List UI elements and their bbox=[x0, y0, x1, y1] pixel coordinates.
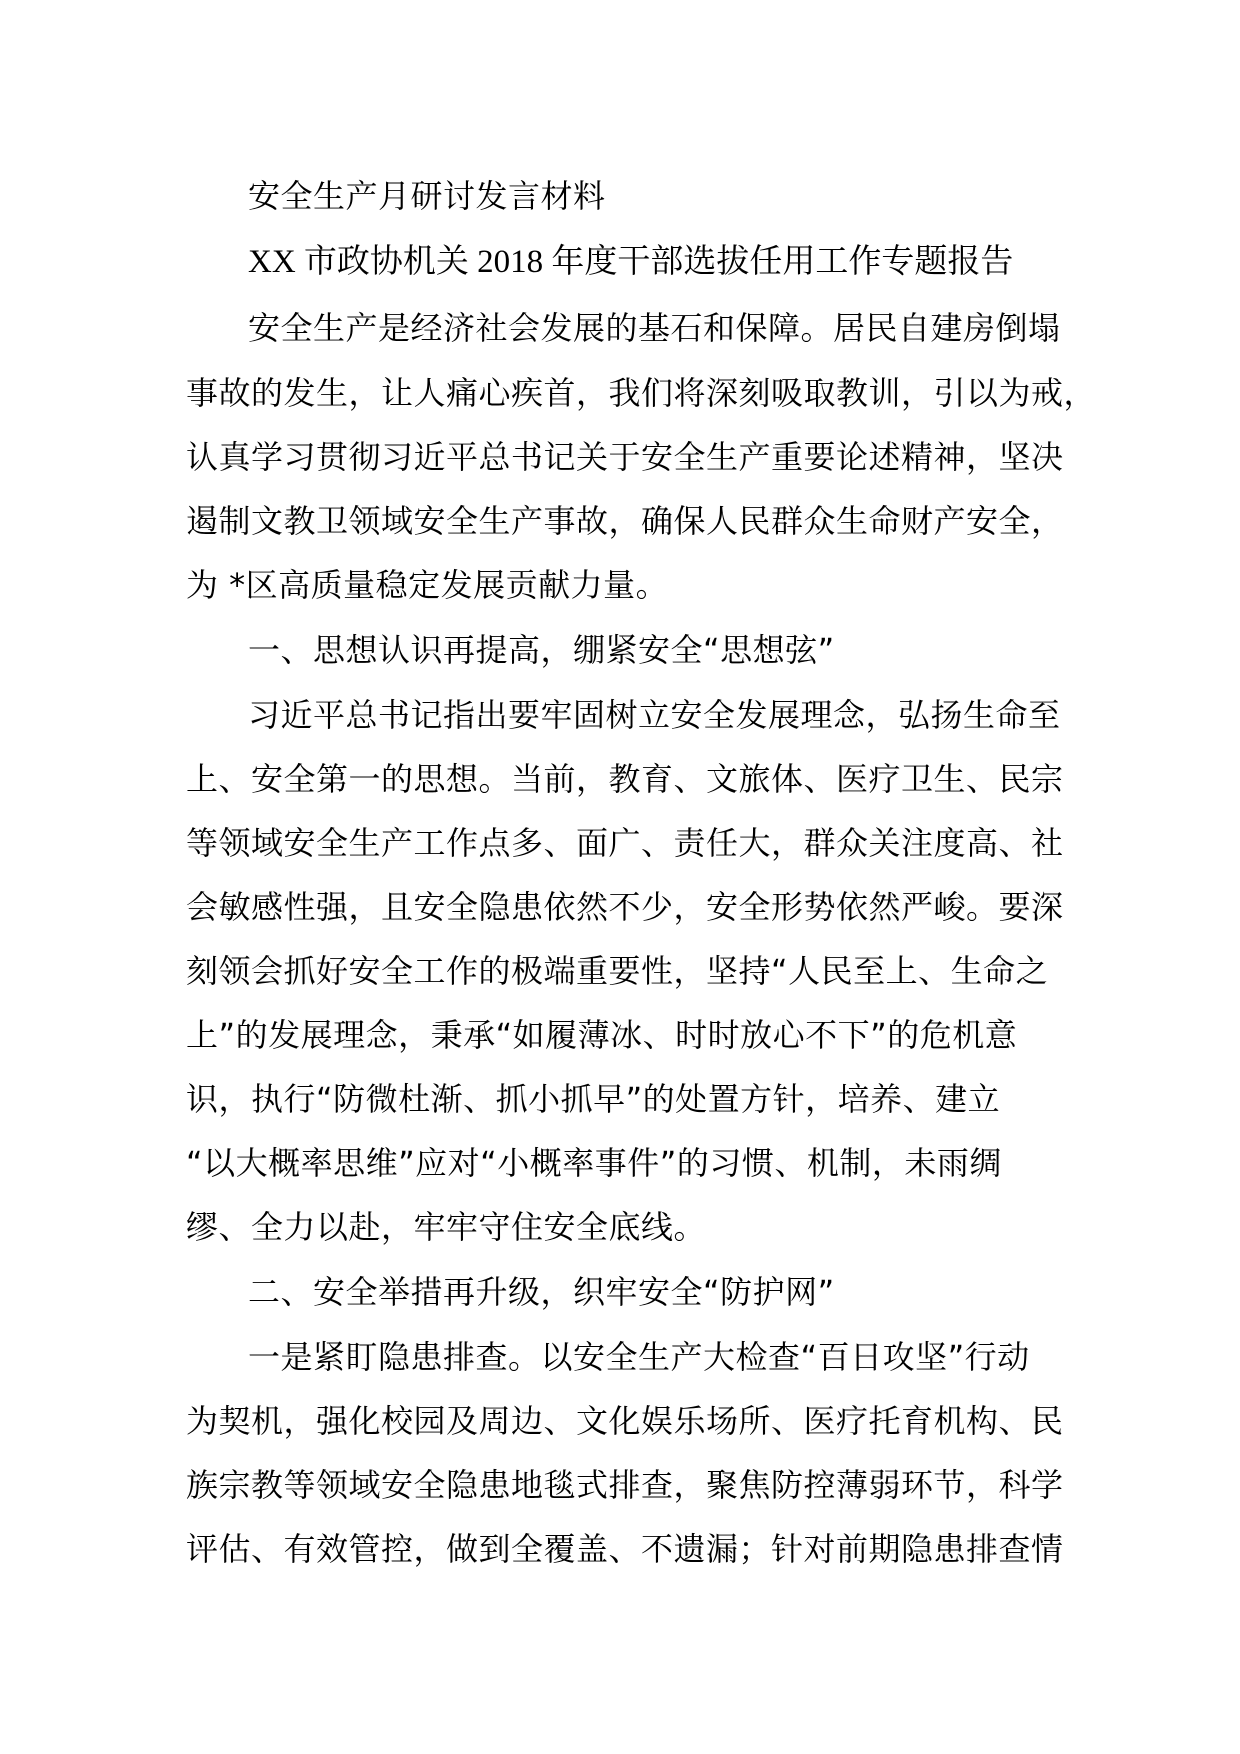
body-line-12: 识，执行“防微杜渐、抓小抓早”的处置方针，培养、建立 bbox=[186, 1080, 1001, 1118]
body-line-9: 会敏感性强，且安全隐患依然不少，安全形势依然严峻。要深 bbox=[186, 888, 1064, 926]
body-line-15: 一是紧盯隐患排查。以安全生产大检查“百日攻坚”行动 bbox=[248, 1338, 1030, 1376]
body-line-4: 遏制文教卫领域安全生产事故，确保人民群众生命财产安全， bbox=[186, 502, 1064, 540]
body-line-6: 习近平总书记指出要牢固树立安全发展理念，弘扬生命至 bbox=[248, 696, 1061, 734]
body-line-16: 为契机，强化校园及周边、文化娱乐场所、医疗托育机构、民 bbox=[186, 1402, 1064, 1440]
body-line-1: 安全生产是经济社会发展的基石和保障。居民自建房倒塌 bbox=[248, 309, 1061, 347]
body-line-8: 等领域安全生产工作点多、面广、责任大，群众关注度高、社 bbox=[186, 824, 1064, 862]
body-line-14: 缪、全力以赴，牢牢守住安全底线。 bbox=[186, 1208, 707, 1246]
body-line-11: 上”的发展理念，秉承“如履薄冰、时时放心不下”的危机意 bbox=[186, 1016, 1018, 1054]
body-line-13: “以大概率思维”应对“小概率事件”的习惯、机制，未雨绸 bbox=[186, 1144, 1002, 1182]
body-line-17: 族宗教等领域安全隐患地毯式排查，聚焦防控薄弱环节，科学 bbox=[186, 1466, 1064, 1504]
section-heading-2: 二、安全举措再升级，织牢安全“防护网” bbox=[248, 1273, 835, 1311]
body-line-5: 为 *区高质量稳定发展贡献力量。 bbox=[186, 566, 669, 604]
document-title: 安全生产月研讨发言材料 bbox=[248, 177, 606, 215]
body-line-18: 评估、有效管控，做到全覆盖、不遗漏；针对前期隐患排查情 bbox=[186, 1530, 1064, 1568]
body-line-7: 上、安全第一的思想。当前，教育、文旅体、医疗卫生、民宗 bbox=[186, 760, 1064, 798]
section-heading-1: 一、思想认识再提高，绷紧安全“思想弦” bbox=[248, 631, 835, 669]
document-subtitle: XX 市政协机关 2018 年度干部选拔任用工作专题报告 bbox=[248, 244, 1014, 280]
body-line-3: 认真学习贯彻习近平总书记关于安全生产重要论述精神，坚决 bbox=[186, 438, 1064, 476]
body-line-2: 事故的发生，让人痛心疾首，我们将深刻吸取教训，引以为戒， bbox=[186, 374, 1097, 412]
body-line-10: 刻领会抓好安全工作的极端重要性，坚持“人民至上、生命之 bbox=[186, 952, 1049, 990]
